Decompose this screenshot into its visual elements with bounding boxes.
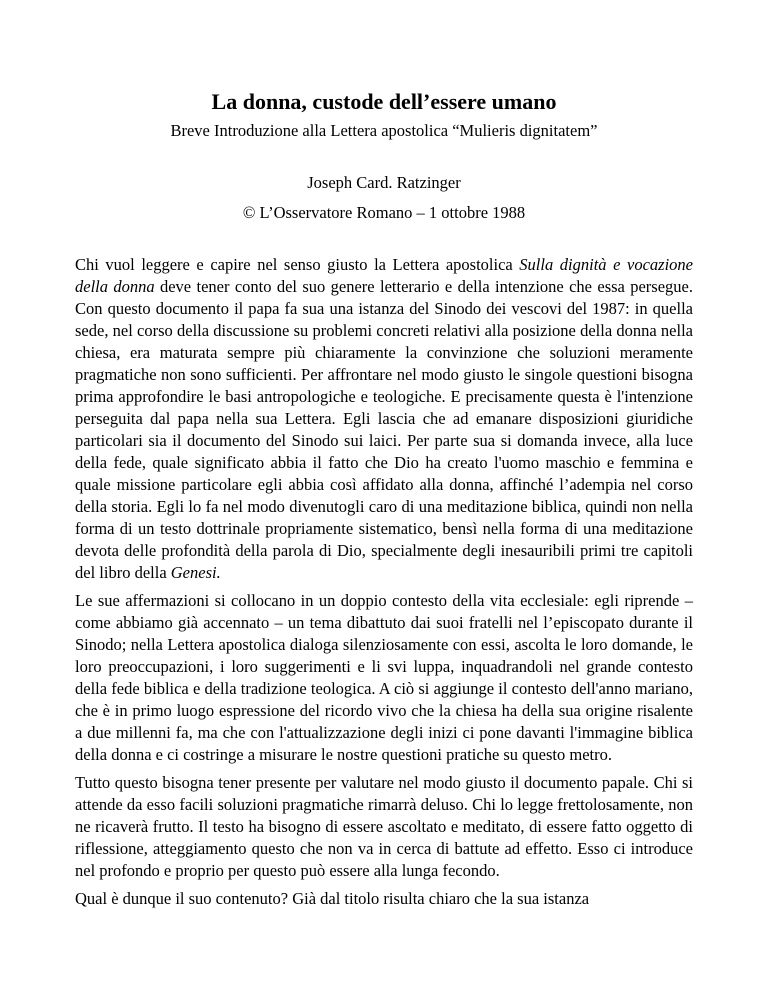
document-subtitle: Breve Introduzione alla Lettera apostolica “Mulieris dignitatem” <box>170 121 598 140</box>
author-line: Joseph Card. Ratzinger <box>307 173 461 192</box>
document-body <box>75 254 693 910</box>
paragraph-1 <box>75 254 693 584</box>
paragraph-text: Qual è dunque il suo contenuto? Già dal titolo risulta chiaro che la sua istanza <box>75 889 590 908</box>
document-title: La donna, custode dell’essere umano <box>211 89 557 114</box>
paragraph-text: Le sue affermazioni si collocano in un doppio contesto della vita ecclesiale: egli riprende – come abbiamo già accennato – un tema dibattuto dai suoi fratelli nel l’episcopato durante il Sinodo; nella Lettera apostolica dialoga silenziosamente con essi, ascolta le loro domande, le loro preoccupazioni, i loro suggerimenti e li svi luppa, inquadrandoli nel grande contesto della fede biblica e della tradizione teologica. A ciò si aggiunge il contesto dell'anno mariano, che è in primo luogo espressione del ricordo vivo che la chiesa ha della sua origine risalente a due millenni fa, ma che con l'attualizzazione degli inizi ci pone davanti l'immagine biblica della donna e ci costringe a misurare le nostre questioni pratiche su questo metro. <box>75 591 693 764</box>
paragraph-text: Chi vuol leggere e capire nel senso giusto la Lettera apostolica <box>75 255 520 274</box>
source-line: © L’Osservatore Romano – 1 ottobre 1988 <box>242 203 526 222</box>
paragraph-italic-text: Genesi. <box>170 563 221 582</box>
paragraph-text: Tutto questo bisogna tener presente per valutare nel modo giusto il documento papale. Chi si attende da esso facili soluzioni pragmatiche rimarrà deluso. Chi lo legge frettolosamente, non ne ricaverà frutto. Il testo ha bisogno di essere ascoltato e meditato, di essere fatto oggetto di riflessione, atteggiamento questo che non va in cerca di battute ad effetto. Esso ci introduce nel profondo e proprio per questo può essere alla lunga fecondo. <box>75 773 693 880</box>
paragraph-3 <box>75 772 693 882</box>
paragraph-text: deve tener conto del suo genere letterario e della intenzione che essa persegue. Con questo documento il papa fa sua una istanza del Sinodo dei vescovi del 1987: in quella sede, nel corso della discussione su problemi concreti relativi alla posizione della donna nella chiesa, era maturata sempre più chiaramente la convinzione che soluzioni meramente pragmatiche non sono sufficienti. Per affrontare nel modo giusto le singole questioni bisogna prima approfondire le basi antropologiche e teologiche. E precisamente questa è l'intenzione perseguita dal papa nella sua Lettera. Egli lascia che ad emanare disposizioni giuridiche particolari sia il documento del Sinodo sui laici. Per parte sua si domanda invece, alla luce della fede, quale significato abbia il fatto che Dio ha creato l'uomo maschio e femmina e quale missione particolare egli abbia così affidato alla donna, affinché l’adempia nel corso della storia. Egli lo fa nel modo divenutogli caro di una meditazione biblica, quindi non nella forma di un testo dottrinale propriamente sistematico, bensì nella forma di una meditazione devota delle profondità della parola di Dio, specialmente degli inesauribili primi tre capitoli del libro della <box>75 277 693 582</box>
paragraph-2 <box>75 590 693 766</box>
paragraph-italic-text: Sulla dignità e vocazione della donna <box>75 255 693 296</box>
paragraph-4 <box>75 888 693 910</box>
